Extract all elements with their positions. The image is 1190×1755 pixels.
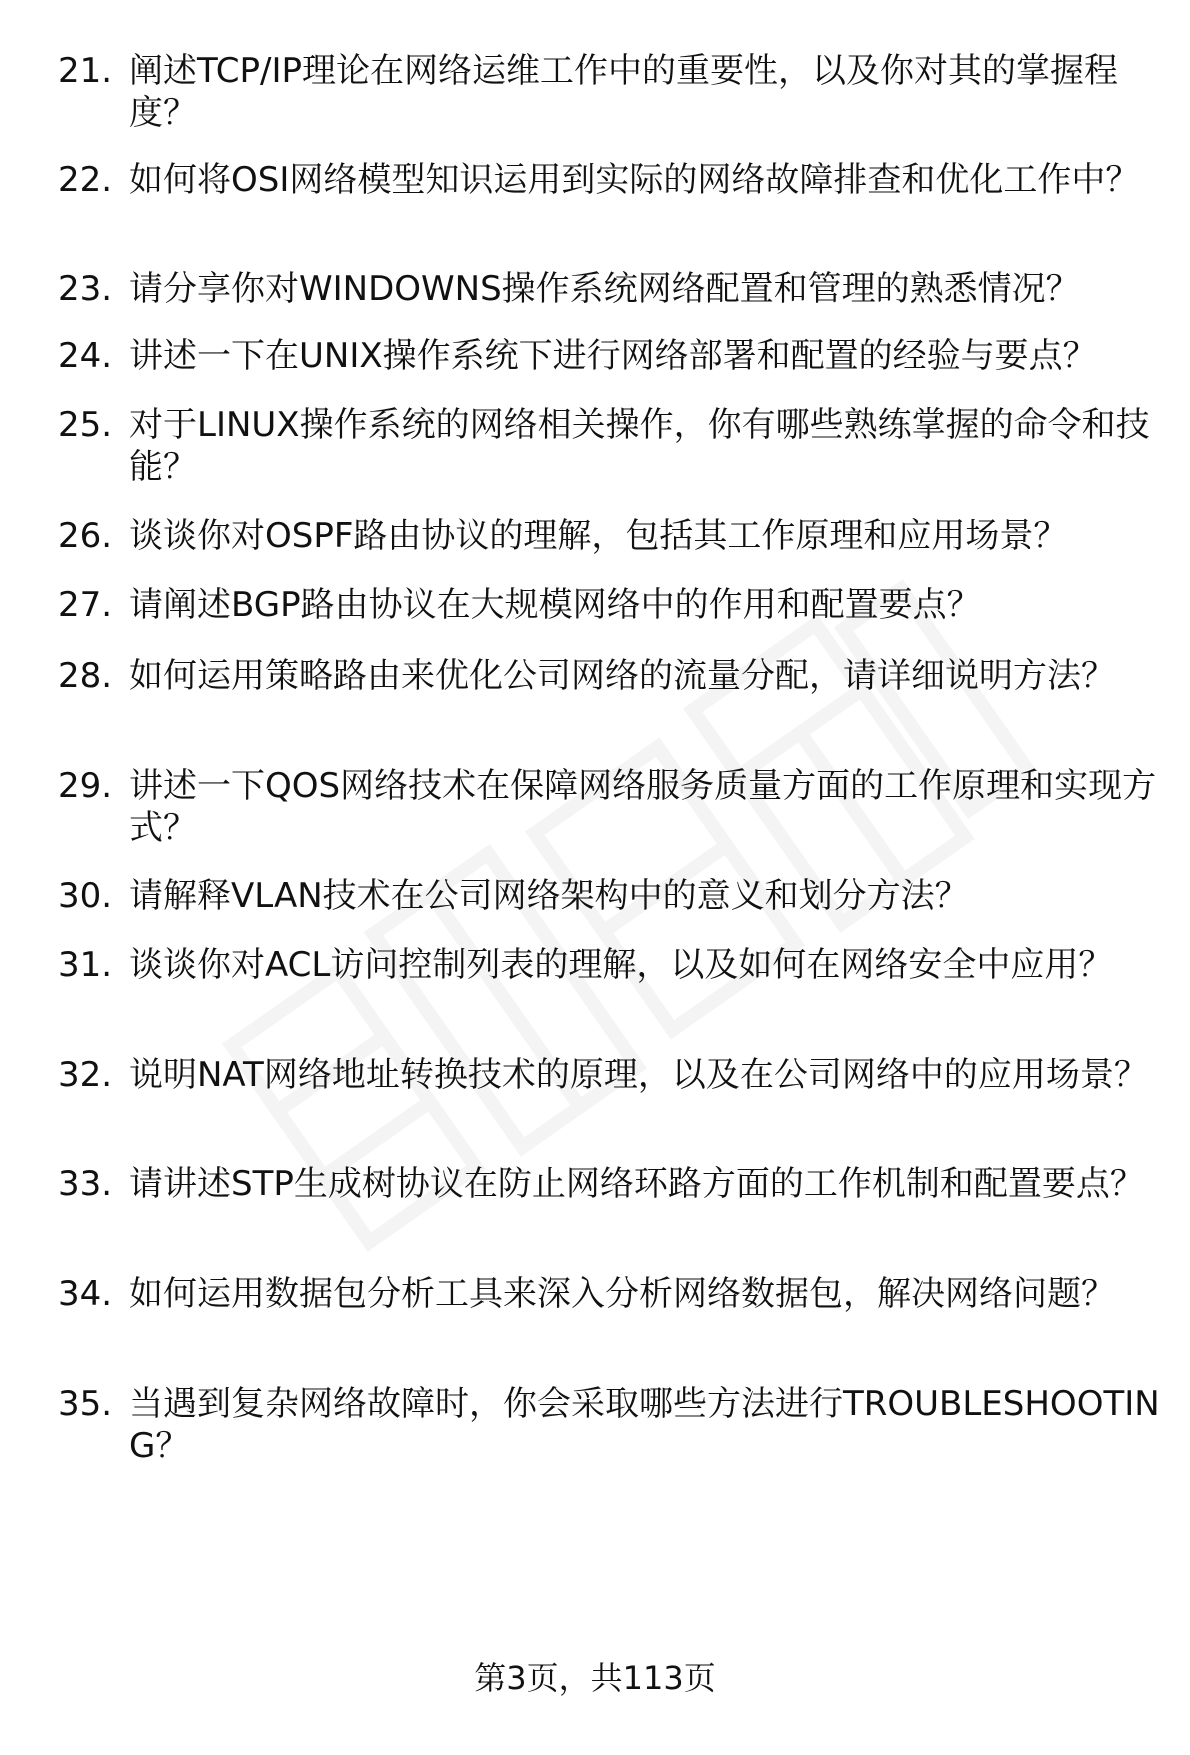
question-text: 谈谈你对OSPF路由协议的理解，包括其工作原理和应用场景？ (129, 516, 1068, 556)
question-number: 31. (58, 945, 113, 985)
question-text: 说明NAT网络地址转换技术的原理，以及在公司网络中的应用场景？ (129, 1055, 1148, 1095)
question-number: 35. (58, 1384, 113, 1424)
question-text: 如何运用策略路由来优化公司网络的流量分配，请详细说明方法？ (129, 656, 1115, 696)
question-number: 25. (58, 405, 113, 445)
question-number: 24. (58, 336, 113, 376)
question-text: 讲述一下在UNIX操作系统下进行网络部署和配置的经验与要点？ (129, 336, 1097, 376)
question-text: 谈谈你对ACL访问控制列表的理解，以及如何在网络安全中应用？ (129, 945, 1113, 985)
question-number: 29. (58, 766, 113, 806)
question-text: 请阐述BGP路由协议在大规模网络中的作用和配置要点？ (129, 585, 981, 625)
question-number: 22. (58, 160, 113, 200)
question-number: 21. (58, 51, 113, 91)
question-text: 对于LINUX操作系统的网络相关操作，你有哪些熟练掌握的命令和技能？ (129, 405, 1150, 487)
question-number: 28. (58, 656, 113, 696)
question-text: 阐述TCP/IP理论在网络运维工作中的重要性，以及你对其的掌握程度？ (129, 51, 1119, 133)
page-number: 第3页，共113页 (474, 1659, 716, 1697)
question-number: 30. (58, 876, 113, 916)
question-text: 请解释VLAN技术在公司网络架构中的意义和划分方法？ (129, 876, 969, 916)
question-number: 27. (58, 585, 113, 625)
question-text: 如何将OSI网络模型知识运用到实际的网络故障排查和优化工作中？ (129, 160, 1140, 200)
question-number: 34. (58, 1274, 113, 1314)
question-text: 讲述一下QOS网络技术在保障网络服务质量方面的工作原理和实现方式？ (129, 766, 1157, 848)
question-number: 26. (58, 516, 113, 556)
question-text: 当遇到复杂网络故障时，你会采取哪些方法进行TROUBLESHOOTING？ (129, 1384, 1160, 1466)
question-number: 33. (58, 1164, 113, 1204)
question-text: 如何运用数据包分析工具来深入分析网络数据包，解决网络问题？ (129, 1274, 1115, 1314)
question-number: 32. (58, 1055, 113, 1095)
question-text: 请讲述STP生成树协议在防止网络环路方面的工作机制和配置要点？ (129, 1164, 1144, 1204)
question-text: 请分享你对WINDOWNS操作系统网络配置和管理的熟悉情况？ (129, 269, 1080, 309)
question-number: 23. (58, 269, 113, 309)
